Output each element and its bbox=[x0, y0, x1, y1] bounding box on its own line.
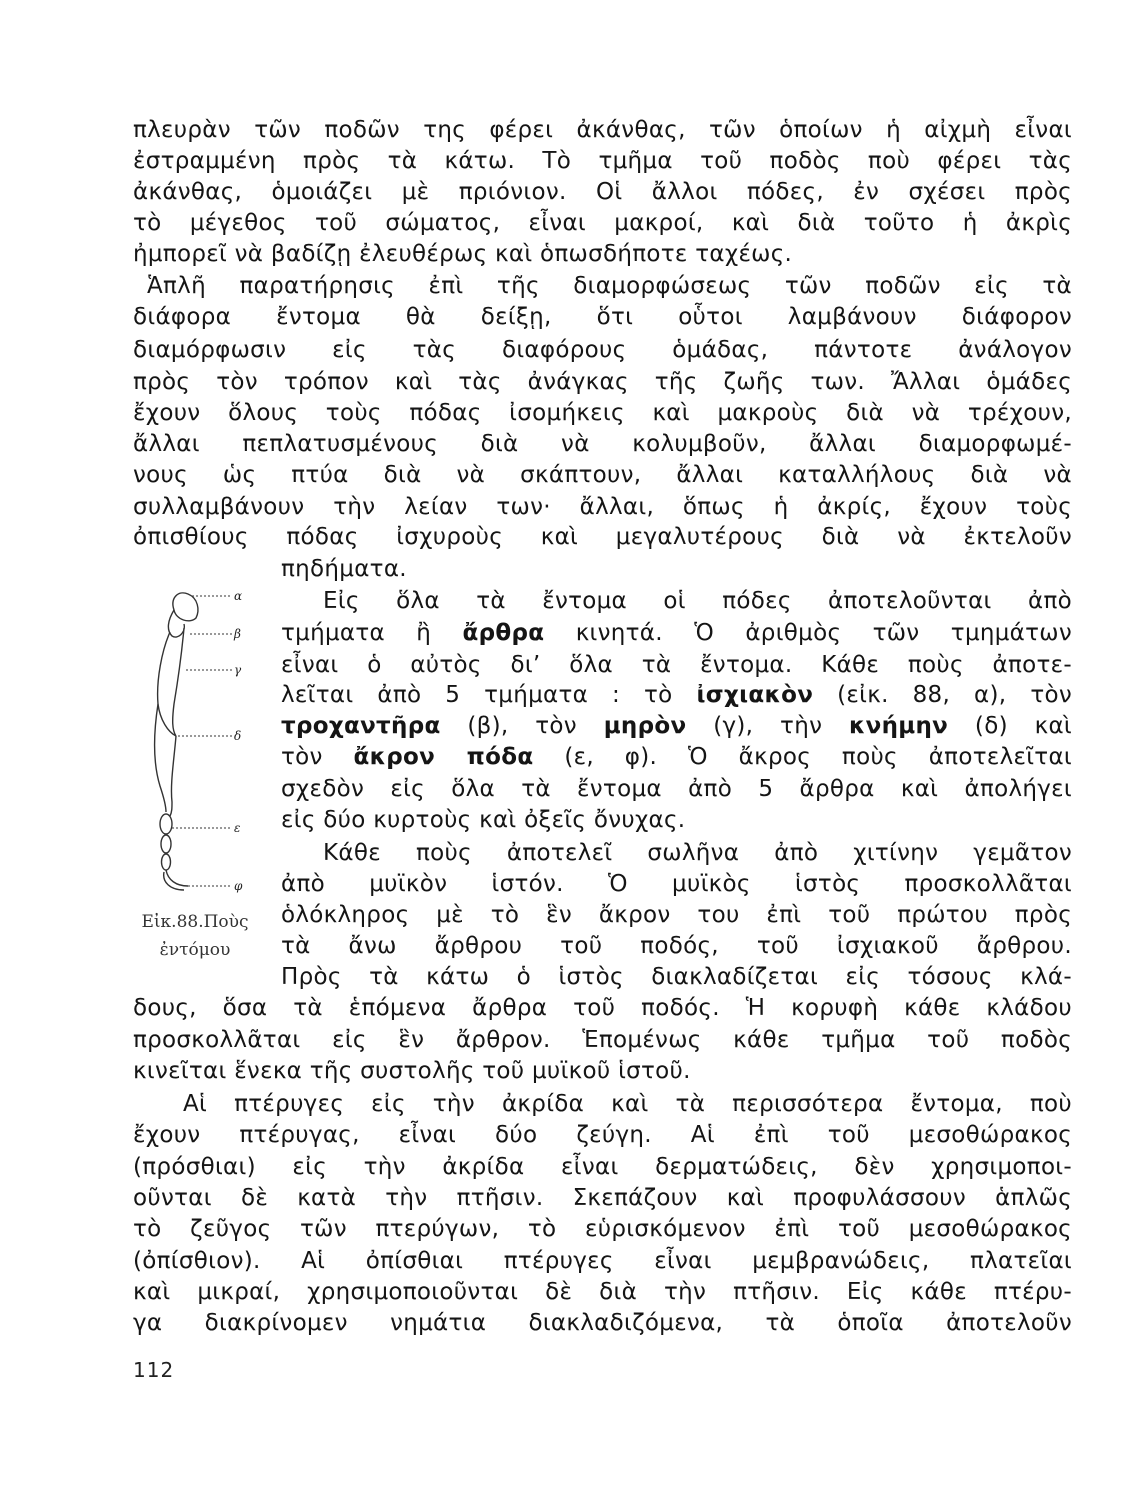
text-line: ἀπὸ μυϊκὸν ἱστόν. Ὁ μυϊκὸς ἱστὸς προσκολλᾶται bbox=[281, 871, 1072, 897]
figure-label: γ bbox=[234, 663, 242, 677]
figure-label: δ bbox=[234, 729, 242, 743]
text-line: ἔχουν ὅλους τοὺς πόδας ἰσομήκεις καὶ μακροὺς διὰ νὰ τρέχουν, bbox=[133, 400, 1072, 426]
term-akron-poda: ἄκρον πόδα bbox=[353, 744, 534, 770]
text-line: πλευρὰν τῶν ποδῶν της φέρει ἀκάνθας, τῶν ὁποίων ἡ αἰχμὴ εἶναι bbox=[133, 117, 1072, 143]
term-trochantira: τροχαντῆρα bbox=[281, 713, 441, 739]
figure-label: φ bbox=[234, 879, 243, 893]
text-line: συλλαμβάνουν τὴν λείαν των· ἄλλαι, ὅπως ἡ ἀκρίς, ἔχουν τοὺς bbox=[133, 494, 1072, 520]
text-line: ἀκάνθας, ὁμοιάζει μὲ πριόνιον. Οἱ ἄλλοι πόδες, ἐν σχέσει πρὸς bbox=[133, 179, 1072, 205]
text-line: ἠμπορεῖ νὰ βαδίζῃ ἐλευθέρως καὶ ὁπωσδήποτε ταχέως. bbox=[133, 241, 793, 267]
text-line: διαμόρφωσιν εἰς τὰς διαφόρους ὁμάδας, πάντοτε ἀνάλογον bbox=[133, 337, 1072, 363]
text-line: (πρόσθιαι) εἰς τὴν ἀκρίδα εἶναι δερματώδεις, δὲν χρησιμοποι- bbox=[133, 1154, 1072, 1180]
term-miron: μηρὸν bbox=[603, 713, 687, 739]
text-line: τμήματα ἢ ἄρθρα κινητά. Ὁ ἀριθμὸς τῶν τμημάτων bbox=[281, 620, 1073, 646]
term-arthra: ἄρθρα bbox=[462, 620, 545, 646]
text-line: τὰ ἄνω ἄρθρου τοῦ ποδός, τοῦ ἰσχιακοῦ ἄρθρου. bbox=[281, 933, 1072, 959]
text-line: προσκολλᾶται εἰς ἓν ἄρθρον. Ἑπομένως κάθε τμῆμα τοῦ ποδὸς bbox=[133, 1027, 1072, 1053]
insect-leg-figure bbox=[148, 580, 278, 900]
text-line: ἐστραμμένη πρὸς τὰ κάτω. Τὸ τμῆμα τοῦ ποδὸς ποὺ φέρει τὰς bbox=[133, 148, 1072, 174]
text-line: εἰς δύο κυρτοὺς καὶ ὀξεῖς ὄνυχας. bbox=[281, 807, 686, 833]
text-line: Πρὸς τὰ κάτω ὁ ἱστὸς διακλαδίζεται εἰς τόσους κλά- bbox=[281, 964, 1072, 990]
text-line: δους, ὅσα τὰ ἑπόμενα ἄρθρα τοῦ ποδός. Ἡ κορυφὴ κάθε κλάδου bbox=[133, 995, 1072, 1021]
text-line: ἄλλαι πεπλατυσμένους διὰ νὰ κολυμβοῦν, ἄλλαι διαμορφωμέ- bbox=[133, 431, 1072, 457]
text-line: ἔχουν πτέρυγας, εἶναι δύο ζεύγη. Αἱ ἐπὶ τοῦ μεσοθώρακος bbox=[133, 1122, 1072, 1148]
text-line: λεῖται ἀπὸ 5 τμήματα : τὸ ἰσχιακὸν (εἰκ. 88, α), τὸν bbox=[281, 682, 1072, 708]
text-line: εἶναι ὁ αὐτὸς δι’ ὅλα τὰ ἔντομα. Κάθε ποὺς ἀποτε- bbox=[281, 652, 1072, 678]
text-line: κινεῖται ἕνεκα τῆς συστολῆς τοῦ μυϊκοῦ ἱστοῦ. bbox=[133, 1058, 691, 1084]
text-line: τὸν ἄκρον πόδα (ε, φ). Ὁ ἄκρος ποὺς ἀποτελεῖται bbox=[281, 744, 1072, 770]
text-line: διάφορα ἔντομα θὰ δείξῃ, ὅτι οὗτοι λαμβάνουν διάφορον bbox=[133, 304, 1072, 330]
text-line: Ἁπλῆ παρατήρησις ἐπὶ τῆς διαμορφώσεως τῶν ποδῶν εἰς τὰ bbox=[147, 273, 1072, 299]
text-line: οῦνται δὲ κατὰ τὴν πτῆσιν. Σκεπάζουν καὶ προφυλάσσουν ἁπλῶς bbox=[133, 1185, 1072, 1211]
text-line: (ὀπίσθιον). Αἱ ὀπίσθιαι πτέρυγες εἶναι μεμβρανώδεις, πλατεῖαι bbox=[133, 1248, 1072, 1274]
text-line: Αἱ πτέρυγες εἰς τὴν ἀκρίδα καὶ τὰ περισσότερα ἔντομα, ποὺ bbox=[183, 1091, 1072, 1117]
figure-caption: Εἰκ.88.Ποὺς bbox=[141, 912, 249, 932]
text-line: πηδήματα. bbox=[281, 556, 407, 582]
text-line: ὁλόκληρος μὲ τὸ ἓν ἄκρον του ἐπὶ τοῦ πρώτου πρὸς bbox=[281, 902, 1072, 928]
figure-label: ε bbox=[234, 821, 241, 835]
text-line: Εἰς ὅλα τὰ ἔντομα οἱ πόδες ἀποτελοῦνται ἀπὸ bbox=[323, 588, 1072, 614]
text-line: γα διακρίνομεν νημάτια διακλαδιζόμενα, τὰ ὁποῖα ἀποτελοῦν bbox=[133, 1310, 1072, 1336]
text-line: τὸ ζεῦγος τῶν πτερύγων, τὸ εὑρισκόμενον ἐπὶ τοῦ μεσοθώρακος bbox=[133, 1216, 1072, 1242]
figure-label: β bbox=[234, 627, 241, 641]
text-line: τροχαντῆρα (β), τὸν μηρὸν (γ), τὴν κνήμην (δ) καὶ bbox=[281, 713, 1073, 739]
figure-label: α bbox=[234, 589, 243, 603]
term-ischiakon: ἰσχιακὸν bbox=[696, 682, 814, 708]
figure-caption: ἐντόμου bbox=[159, 940, 231, 960]
text-line: νους ὡς πτύα διὰ νὰ σκάπτουν, ἄλλαι καταλλήλους διὰ νὰ bbox=[133, 462, 1072, 488]
text-line: καὶ μικραί, χρησιμοποιοῦνται δὲ διὰ τὴν πτῆσιν. Εἰς κάθε πτέρυ- bbox=[133, 1279, 1072, 1305]
text-line: πρὸς τὸν τρόπον καὶ τὰς ἀνάγκας τῆς ζωῆς των. Ἄλλαι ὁμάδες bbox=[133, 369, 1072, 395]
term-knimin: κνήμην bbox=[849, 713, 949, 739]
text-line: τὸ μέγεθος τοῦ σώματος, εἶναι μακροί, καὶ διὰ τοῦτο ἡ ἀκρὶς bbox=[133, 210, 1072, 236]
text-line: σχεδὸν εἰς ὅλα τὰ ἔντομα ἀπὸ 5 ἄρθρα καὶ ἀπολήγει bbox=[281, 776, 1072, 802]
text-line: ὀπισθίους πόδας ἰσχυροὺς καὶ μεγαλυτέρους διὰ νὰ ἐκτελοῦν bbox=[133, 524, 1072, 550]
text-line: Κάθε ποὺς ἀποτελεῖ σωλῆνα ἀπὸ χιτίνην γεμᾶτον bbox=[323, 840, 1072, 866]
page-number: 112 bbox=[133, 1358, 175, 1382]
